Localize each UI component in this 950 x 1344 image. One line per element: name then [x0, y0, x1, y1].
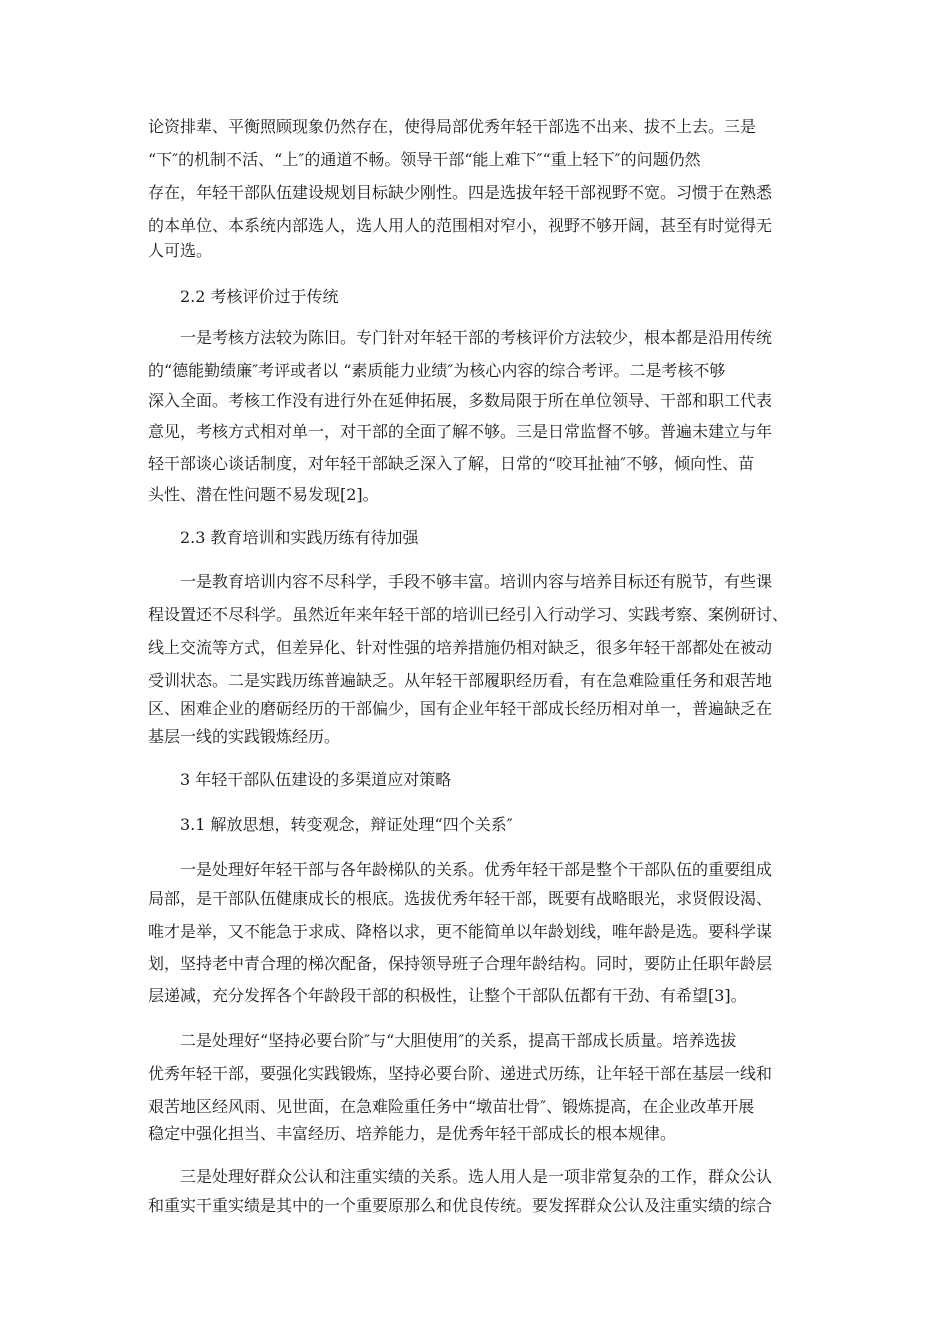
section-heading-2-3: 2.3 教育培训和实践历练有待加强 — [180, 528, 419, 547]
paragraph-line: 一是考核方法较为陈旧。专门针对年轻干部的考核评价方法较少，根本都是沿用传统 — [180, 328, 773, 347]
paragraph-line: 一是处理好年轻干部与各年龄梯队的关系。优秀年轻干部是整个干部队伍的重要组成 — [180, 860, 773, 879]
paragraph-line: 的“德能勤绩廉″考评或者以 “素质能力业绩″为核心内容的综合考评。二是考核不够 — [148, 361, 726, 380]
paragraph-line: 局部，是干部队伍健康成长的根底。选拔优秀年轻干部，既要有战略眼光，求贤假设渴、 — [148, 889, 773, 908]
paragraph-line: 基层一线的实践锻炼经历。 — [148, 727, 341, 746]
paragraph-line: 唯才是举，又不能急于求成、降格以求，更不能简单以年龄划线，唯年龄是选。要科学谋 — [148, 922, 773, 941]
paragraph-line: 线上交流等方式，但差异化、针对性强的培养措施仍相对缺乏，很多年轻干部都处在被动 — [148, 638, 773, 657]
paragraph-line: 深入全面。考核工作没有进行外在延伸拓展，多数局限于所在单位领导、干部和职工代表 — [148, 391, 773, 410]
paragraph-line: 人可选。 — [148, 241, 213, 260]
paragraph-line: 稳定中强化担当、丰富经历、培养能力，是优秀年轻干部成长的根本规律。 — [148, 1124, 677, 1143]
paragraph-line: 存在，年轻干部队伍建设规划目标缺少刚性。四是选拔年轻干部视野不宽。习惯于在熟悉 — [148, 183, 773, 202]
paragraph-line: 和重实干重实绩是其中的一个重要原那么和优良传统。要发挥群众公认及注重实绩的综合 — [148, 1196, 773, 1215]
paragraph-line: 轻干部谈心谈话制度，对年轻干部缺乏深入了解，日常的“咬耳扯袖″不够，倾向性、苗 — [148, 454, 755, 473]
paragraph-line: 意见，考核方式相对单一，对干部的全面了解不够。三是日常监督不够。普遍未建立与年 — [148, 422, 773, 441]
section-heading-3-1: 3.1 解放思想，转变观念，辩证处理“四个关系″ — [180, 815, 513, 834]
paragraph-line: 艰苦地区经风雨、见世面，在急难险重任务中“墩苗壮骨″、锻炼提高，在企业改革开展 — [148, 1097, 755, 1116]
paragraph-line: 受训状态。二是实践历练普遍缺乏。从年轻干部履职经历看，有在急难险重任务和艰苦地 — [148, 671, 773, 690]
section-heading-2-2: 2.2 考核评价过于传统 — [180, 287, 339, 306]
paragraph-line: 的本单位、本系统内部选人，选人用人的范围相对窄小，视野不够开阔，甚至有时觉得无 — [148, 216, 773, 235]
paragraph-line: 三是处理好群众公认和注重实绩的关系。选人用人是一项非常复杂的工作，群众公认 — [180, 1167, 773, 1186]
section-heading-3: 3 年轻干部队伍建设的多渠道应对策略 — [180, 770, 452, 789]
paragraph-line: 层递减，充分发挥各个年龄段干部的积极性，让整个干部队伍都有干劲、有希望[3]。 — [148, 986, 747, 1005]
paragraph-line: 头性、潜在性问题不易发现[2]。 — [148, 485, 379, 504]
paragraph-line: 二是处理好“坚持必要台阶″与“大胆使用″的关系，提高干部成长质量。培养选拔 — [180, 1031, 737, 1050]
paragraph-line: 一是教育培训内容不尽科学，手段不够丰富。培训内容与培养目标还有脱节，有些课 — [180, 572, 773, 591]
paragraph-line: 论资排辈、平衡照顾现象仍然存在，使得局部优秀年轻干部选不出来、拔不上去。三是 — [148, 117, 757, 136]
paragraph-line: 划，坚持老中青合理的梯次配备，保持领导班子合理年龄结构。同时，要防止任职年龄层 — [148, 954, 773, 973]
paragraph-line: 程设置还不尽科学。虽然近年来年轻干部的培训已经引入行动学习、实践考察、案例研讨、 — [148, 605, 789, 624]
paragraph-line: 区、困难企业的磨砺经历的干部偏少，国有企业年轻干部成长经历相对单一，普遍缺乏在 — [148, 699, 773, 718]
paragraph-line: 优秀年轻干部，要强化实践锻炼，坚持必要台阶、递进式历练，让年轻干部在基层一线和 — [148, 1064, 773, 1083]
paragraph-line: “下″的机制不活、“上″的通道不畅。领导干部“能上难下″“重上轻下″的问题仍然 — [148, 150, 701, 169]
